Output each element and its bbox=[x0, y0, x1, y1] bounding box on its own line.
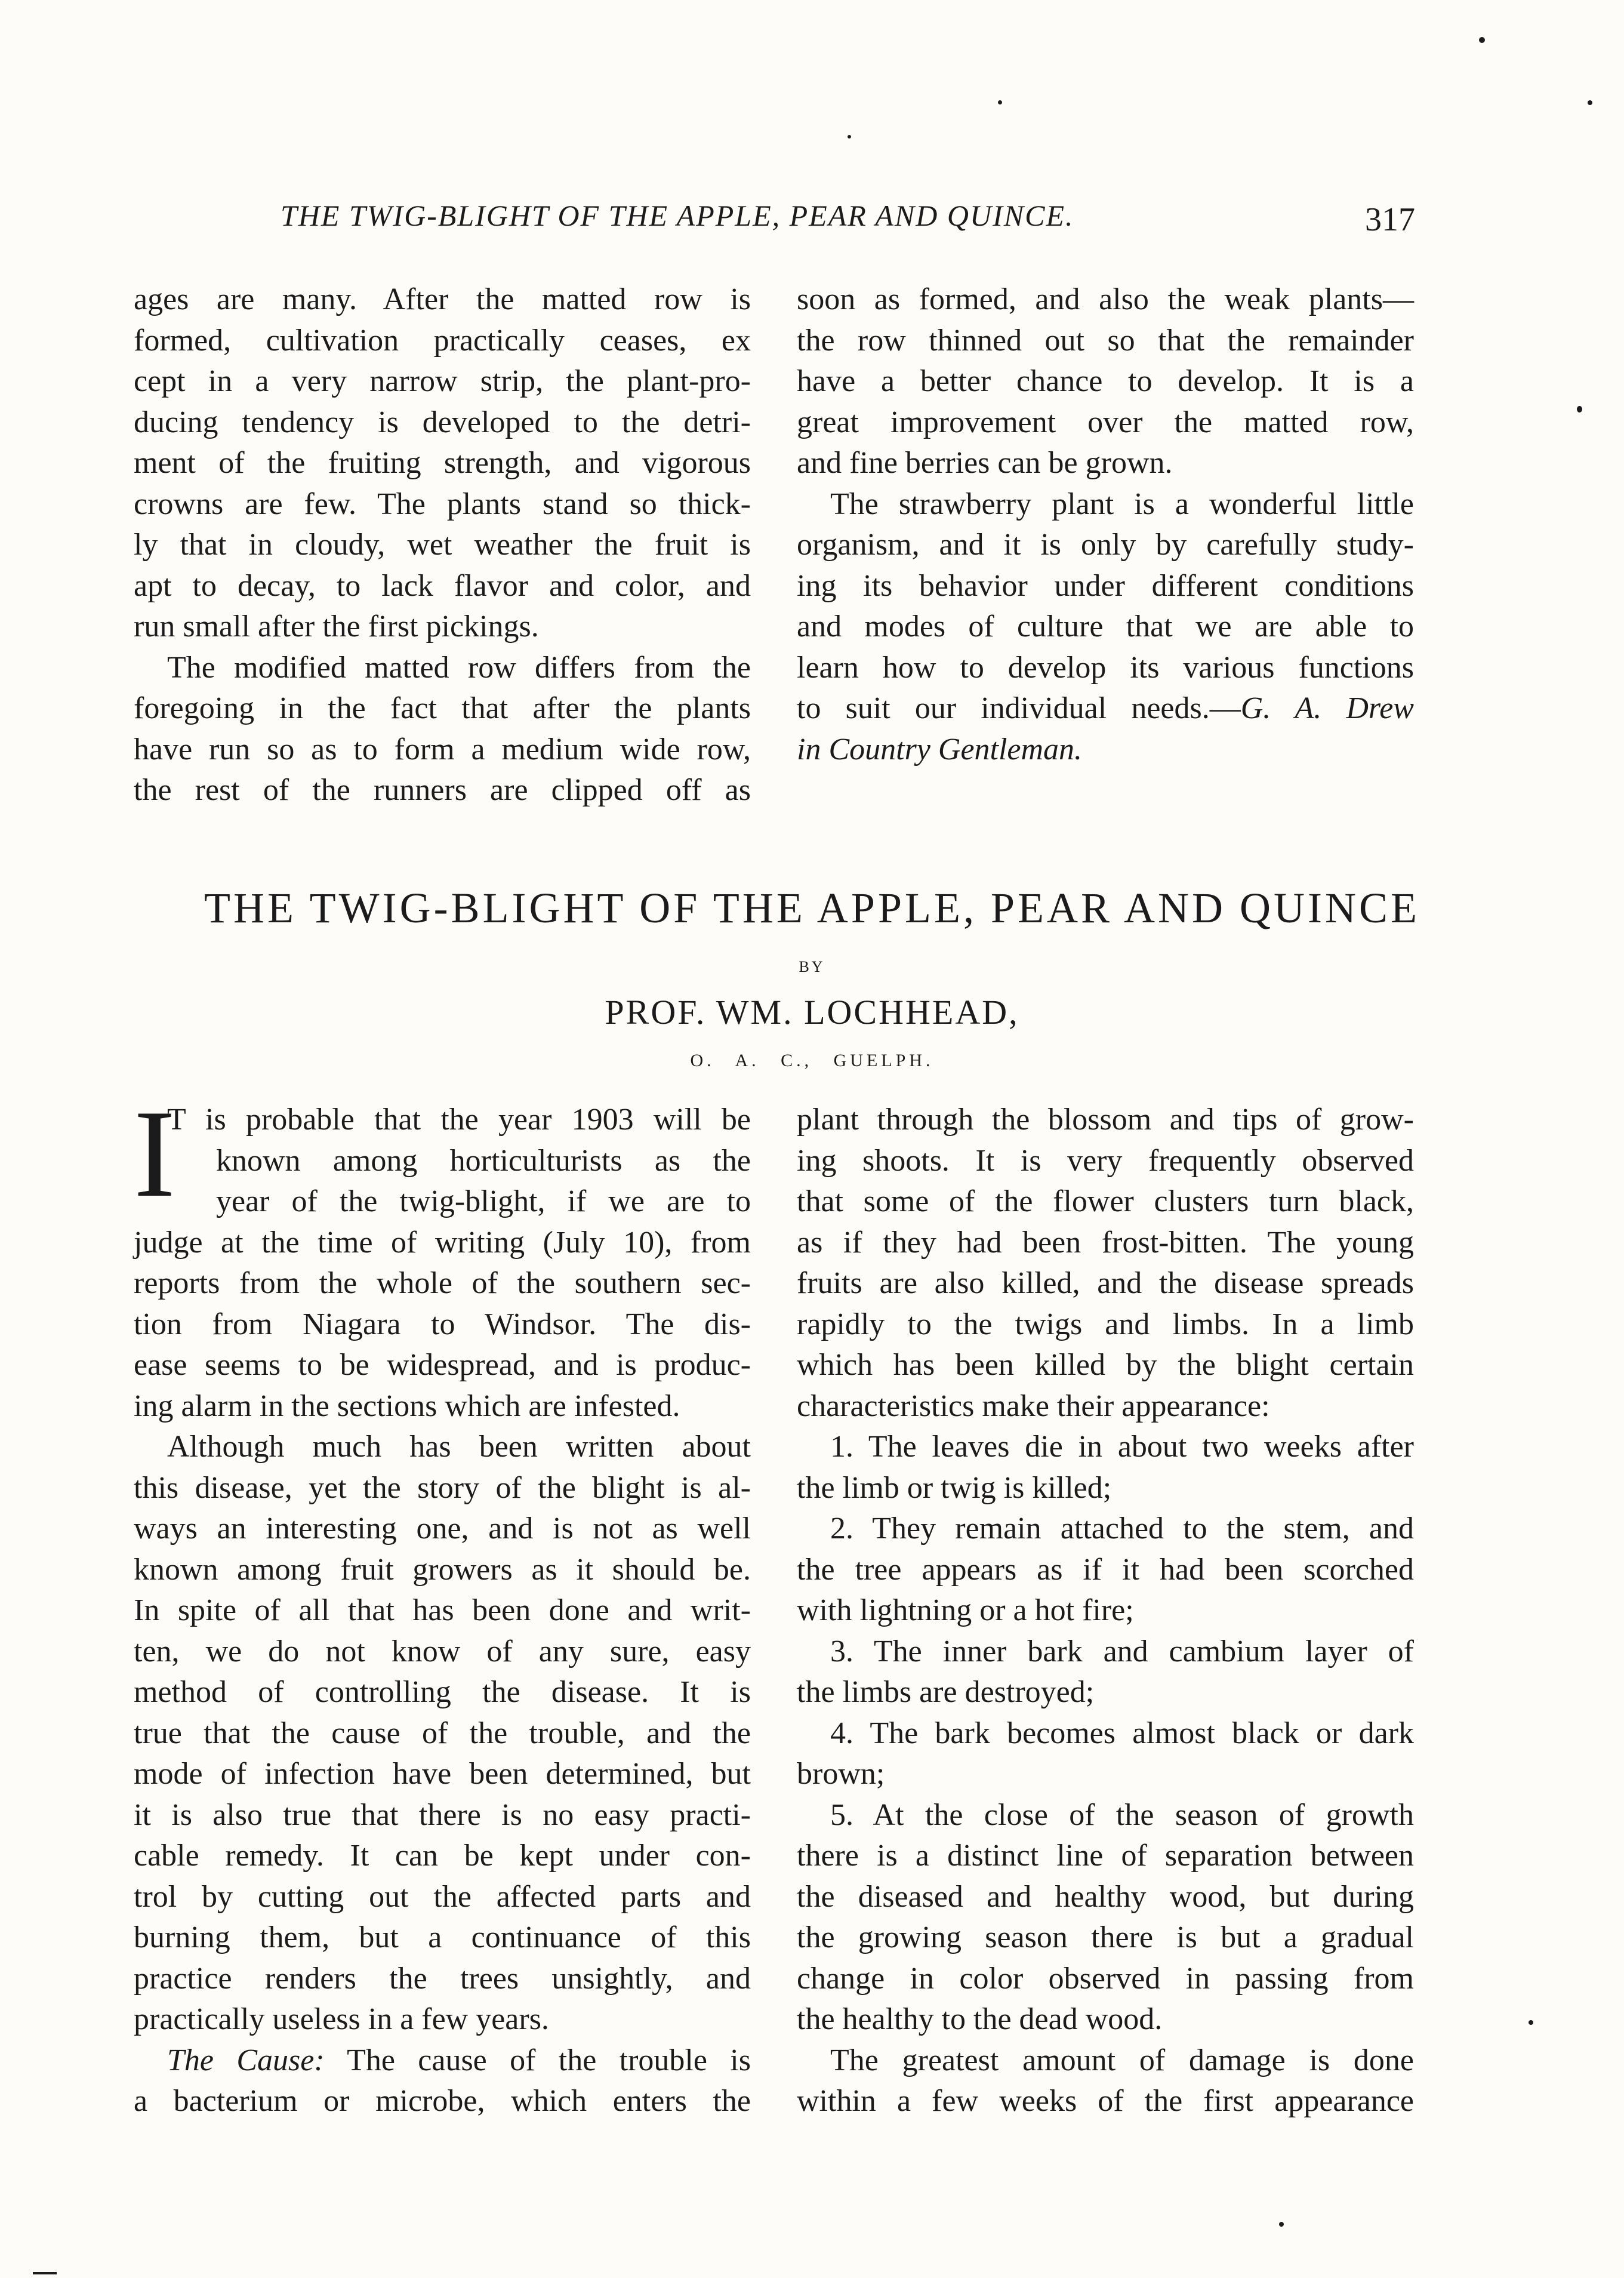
text-line: crowns are few. The plants stand so thick- bbox=[134, 487, 751, 521]
text-line: ing its behavior under different conditions bbox=[797, 568, 1414, 603]
attribution-author: G. A. Drew bbox=[1240, 691, 1414, 725]
text-line: formed, cultivation practically ceases, ex bbox=[134, 323, 751, 358]
text-line: the rest of the runners are clipped off as bbox=[134, 773, 751, 807]
text-line: year of the twig-blight, if we are to bbox=[216, 1184, 751, 1218]
previous-article-column-left bbox=[134, 279, 751, 811]
text-line: trol by cutting out the affected parts and bbox=[134, 1879, 751, 1914]
text-line: brown; bbox=[797, 1757, 885, 1791]
text-line: ly that in cloudy, wet weather the fruit is bbox=[134, 528, 751, 562]
author-name: PROF. WM. LOCHHEAD, bbox=[605, 993, 1019, 1032]
text-line: soon as formed, and also the weak plants— bbox=[797, 282, 1414, 316]
text-line: ages are many. After the matted row is bbox=[134, 282, 751, 316]
attribution-line bbox=[797, 688, 1414, 729]
text-fragment: to suit our individual needs.— bbox=[797, 691, 1241, 725]
section-line bbox=[134, 2040, 751, 2082]
text-line: tion from Niagara to Windsor. The dis- bbox=[134, 1307, 751, 1341]
text-line: rapidly to the twigs and limbs. In a limb bbox=[797, 1307, 1414, 1341]
text-line: the tree appears as if it had been scorched bbox=[797, 1552, 1414, 1587]
previous-article-column-right bbox=[797, 279, 1414, 770]
text-line: which has been killed by the blight certain bbox=[797, 1348, 1414, 1382]
scan-speck bbox=[1588, 100, 1592, 105]
text-line: the limbs are destroyed; bbox=[797, 1675, 1095, 1709]
text-line: mode of infection have been determined, but bbox=[134, 1757, 751, 1791]
text-line: In spite of all that has been done and writ- bbox=[134, 1593, 751, 1627]
text-line: practice renders the trees unsightly, and bbox=[134, 1961, 751, 1996]
text-line: the growing season there is but a gradual bbox=[797, 1920, 1414, 1954]
list-item-3: 3. The inner bark and cambium layer of bbox=[830, 1634, 1414, 1669]
text-line: that some of the flower clusters turn black, bbox=[797, 1184, 1414, 1218]
text-line: the limb or twig is killed; bbox=[797, 1470, 1112, 1505]
text-line: learn how to develop its various functions bbox=[797, 650, 1414, 685]
text-line: known among horticulturists as the bbox=[216, 1143, 751, 1178]
text-line: ing alarm in the sections which are infested. bbox=[134, 1389, 680, 1423]
text-line: it is also true that there is no easy practi- bbox=[134, 1797, 751, 1832]
text-line: have run so as to form a medium wide row, bbox=[134, 732, 751, 766]
scan-speck bbox=[848, 135, 851, 138]
text-line: method of controlling the disease. It is bbox=[134, 1675, 751, 1709]
text-line: ways an interesting one, and is not as well bbox=[134, 1512, 751, 1546]
text-line: The strawberry plant is a wonderful little bbox=[830, 487, 1414, 521]
text-line: Although much has been written about bbox=[167, 1430, 751, 1464]
text-line: plant through the blossom and tips of grow- bbox=[797, 1103, 1414, 1137]
text-line: within a few weeks of the first appearance bbox=[797, 2084, 1414, 2118]
text-line: ducing tendency is developed to the detri- bbox=[134, 405, 751, 439]
text-line: as if they had been frost-bitten. The young bbox=[797, 1225, 1414, 1260]
text-line: ment of the fruiting strength, and vigorous bbox=[134, 446, 751, 480]
running-head bbox=[0, 198, 1624, 252]
attribution-source: in Country Gentleman. bbox=[797, 732, 1083, 766]
page-number: 317 bbox=[1365, 201, 1415, 238]
text-line: the row thinned out so that the remainder bbox=[797, 323, 1414, 358]
list-item-1: 1. The leaves die in about two weeks after bbox=[830, 1430, 1414, 1464]
text-line: fruits are also killed, and the disease spreads bbox=[797, 1266, 1414, 1300]
text-line: have a better chance to develop. It is a bbox=[797, 364, 1414, 398]
text-line: characteristics make their appearance: bbox=[797, 1389, 1270, 1423]
text-line: ing shoots. It is very frequently observed bbox=[797, 1143, 1414, 1178]
text-line: burning them, but a continuance of this bbox=[134, 1920, 751, 1954]
running-head-title: THE TWIG-BLIGHT OF THE APPLE, PEAR AND QUINCE. bbox=[281, 199, 1074, 232]
scan-speck bbox=[1529, 2020, 1533, 2025]
text-line: known among fruit growers as it should be. bbox=[134, 1552, 751, 1587]
text-line: judge at the time of writing (July 10), from bbox=[134, 1225, 751, 1260]
text-line: foregoing in the fact that after the plants bbox=[134, 691, 751, 725]
list-item-5: 5. At the close of the season of growth bbox=[830, 1797, 1414, 1832]
article-title: THE TWIG-BLIGHT OF THE APPLE, PEAR AND QUINCE bbox=[204, 884, 1420, 932]
author-affiliation: O. A. C., GUELPH. bbox=[690, 1051, 934, 1070]
text-line: great improvement over the matted row, bbox=[797, 405, 1414, 439]
byline-by: BY bbox=[799, 958, 825, 975]
text-line: a bacterium or microbe, which enters the bbox=[134, 2084, 751, 2118]
text-line: this disease, yet the story of the blight is al- bbox=[134, 1470, 751, 1505]
text-line: organism, and it is only by carefully study- bbox=[797, 528, 1414, 562]
section-heading-cause: The Cause: bbox=[167, 2043, 325, 2077]
scan-speck bbox=[1479, 37, 1485, 43]
text-line: run small after the first pickings. bbox=[134, 609, 539, 644]
list-item-2: 2. They remain attached to the stem, and bbox=[830, 1512, 1414, 1546]
list-item-4: 4. The bark becomes almost black or dark bbox=[830, 1716, 1414, 1750]
text-line: ten, we do not know of any sure, easy bbox=[134, 1634, 751, 1669]
text-line: cept in a very narrow strip, the plant-pro- bbox=[134, 364, 751, 398]
text-line: The greatest amount of damage is done bbox=[830, 2043, 1414, 2077]
text-line: and modes of culture that we are able to bbox=[797, 609, 1414, 644]
text-line: cable remedy. It can be kept under con- bbox=[134, 1839, 751, 1873]
text-line: T is probable that the year 1903 will be bbox=[167, 1103, 751, 1137]
text-line: practically useless in a few years. bbox=[134, 2002, 549, 2036]
scan-speck bbox=[1279, 2222, 1284, 2227]
scan-edge-mark bbox=[33, 2272, 57, 2274]
text-line: ease seems to be widespread, and is produc- bbox=[134, 1348, 751, 1382]
article-column-left bbox=[134, 1085, 751, 2122]
text-line: there is a distinct line of separation between bbox=[797, 1839, 1414, 1873]
text-line: change in color observed in passing from bbox=[797, 1961, 1414, 1996]
text-line: and fine berries can be grown. bbox=[797, 446, 1173, 480]
text-fragment: The cause of the trouble is bbox=[347, 2043, 751, 2077]
text-line: the healthy to the dead wood. bbox=[797, 2002, 1163, 2036]
scan-speck bbox=[1577, 406, 1582, 412]
drop-cap: I bbox=[134, 1085, 175, 1223]
text-line: reports from the whole of the southern sec- bbox=[134, 1266, 751, 1300]
text-line: the diseased and healthy wood, but during bbox=[797, 1879, 1414, 1914]
text-line: with lightning or a hot fire; bbox=[797, 1593, 1134, 1627]
scan-speck bbox=[998, 100, 1002, 104]
text-line: The modified matted row differs from the bbox=[167, 650, 751, 685]
text-line: apt to decay, to lack flavor and color, and bbox=[134, 568, 751, 603]
text-line: true that the cause of the trouble, and the bbox=[134, 1716, 751, 1750]
article-column-right bbox=[797, 1100, 1414, 2122]
